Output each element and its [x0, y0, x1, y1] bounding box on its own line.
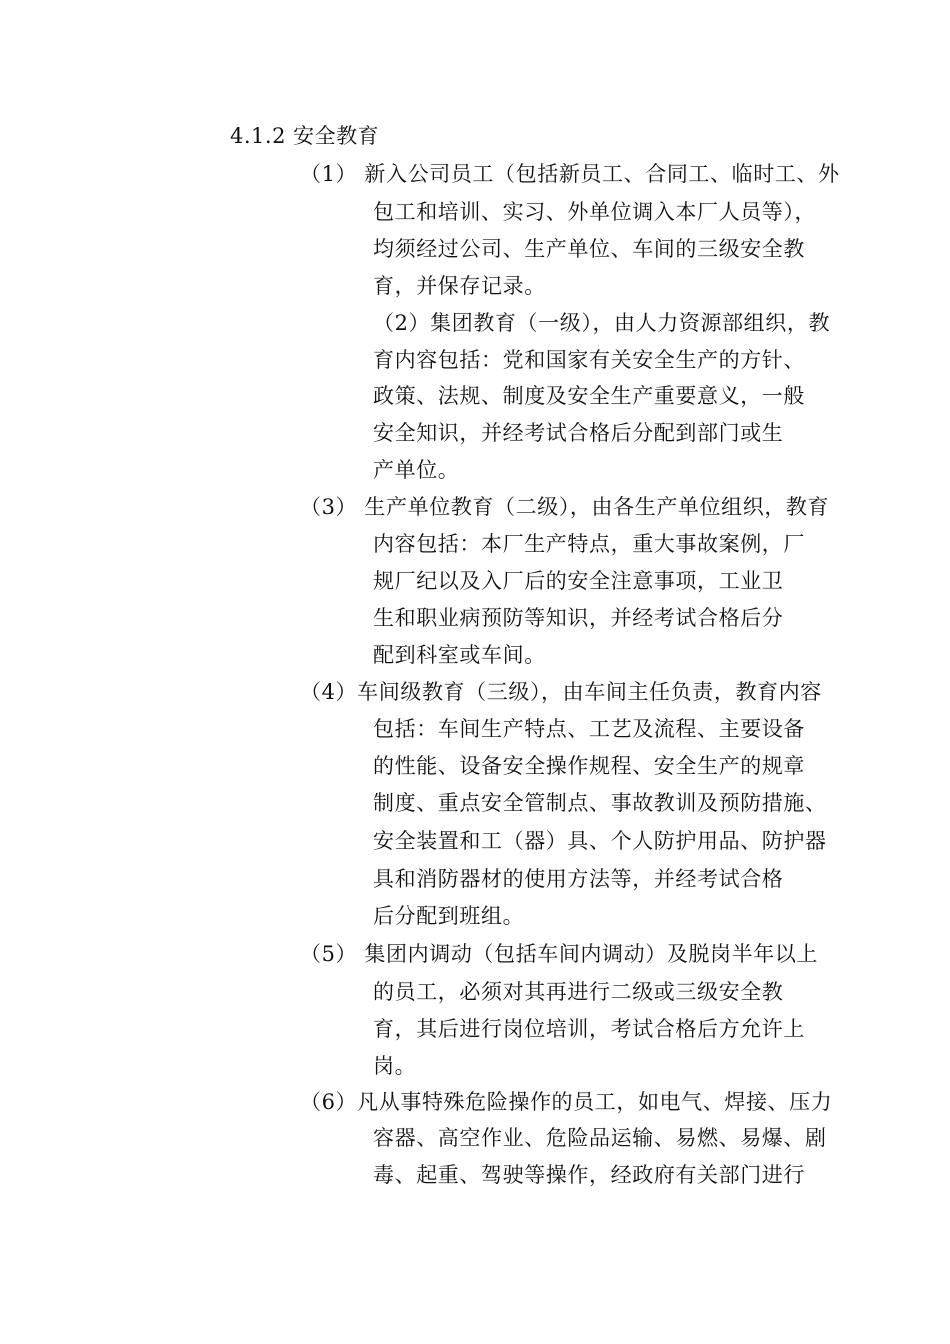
paragraph-line: （2）集团教育（一级），由人力资源部组织，教 [373, 311, 831, 335]
paragraph-line: 均须经过公司、生产单位、车间的三级安全教 [373, 237, 805, 261]
paragraph-line: （1） 新入公司员工（包括新员工、合同工、临时工、外 [300, 162, 840, 186]
paragraph-line: 后分配到班组。 [373, 904, 525, 928]
paragraph-line: 包括：车间生产特点、工艺及流程、主要设备 [373, 717, 805, 741]
paragraph-line: 安全装置和工（器）具、个人防护用品、防护器 [373, 829, 827, 853]
paragraph-line: 毒、起重、驾驶等操作，经政府有关部门进行 [373, 1163, 805, 1187]
section-heading: 4.1.2 安全教育 [230, 124, 380, 148]
paragraph-line: 制度、重点安全管制点、事故教训及预防措施、 [373, 791, 827, 815]
paragraph-line: 的性能、设备安全操作规程、安全生产的规章 [373, 754, 805, 778]
paragraph-line: （3） 生产单位教育（二级），由各生产单位组织，教育 [300, 495, 830, 519]
paragraph-line: （4）车间级教育（三级），由车间主任负责，教育内容 [300, 680, 822, 704]
paragraph-line: 生和职业病预防等知识，并经考试合格后分 [373, 606, 784, 630]
paragraph-line: 规厂纪以及入厂后的安全注意事项，工业卫 [373, 569, 784, 593]
paragraph-line: 安全知识，并经考试合格后分配到部门或生 [373, 421, 784, 445]
paragraph-line: 配到科室或车间。 [373, 643, 546, 667]
paragraph-line: 产单位。 [373, 458, 460, 482]
paragraph-line: （5） 集团内调动（包括车间内调动）及脱岗半年以上 [300, 942, 819, 966]
paragraph-line: 岗。 [373, 1054, 417, 1078]
paragraph-line: 育，其后进行岗位培训，考试合格后方允许上 [373, 1017, 805, 1041]
paragraph-line: （6）凡从事特殊危险操作的员工，如电气、焊接、压力 [300, 1090, 833, 1114]
paragraph-line: 育，并保存记录。 [373, 274, 546, 298]
paragraph-line: 包工和培训、实习、外单位调入本厂人员等）， [373, 200, 817, 224]
paragraph-line: 政策、法规、制度及安全生产重要意义，一般 [373, 384, 805, 408]
paragraph-line: 容器、高空作业、危险品运输、易燃、易爆、剧 [373, 1126, 827, 1150]
paragraph-line: 的员工，必须对其再进行二级或三级安全教 [373, 980, 784, 1004]
paragraph-line: 内容包括：本厂生产特点，重大事故案例，厂 [373, 532, 805, 556]
paragraph-line: 具和消防器材的使用方法等，并经考试合格 [373, 867, 784, 891]
paragraph-line: 育内容包括：党和国家有关安全生产的方针、 [373, 348, 805, 372]
